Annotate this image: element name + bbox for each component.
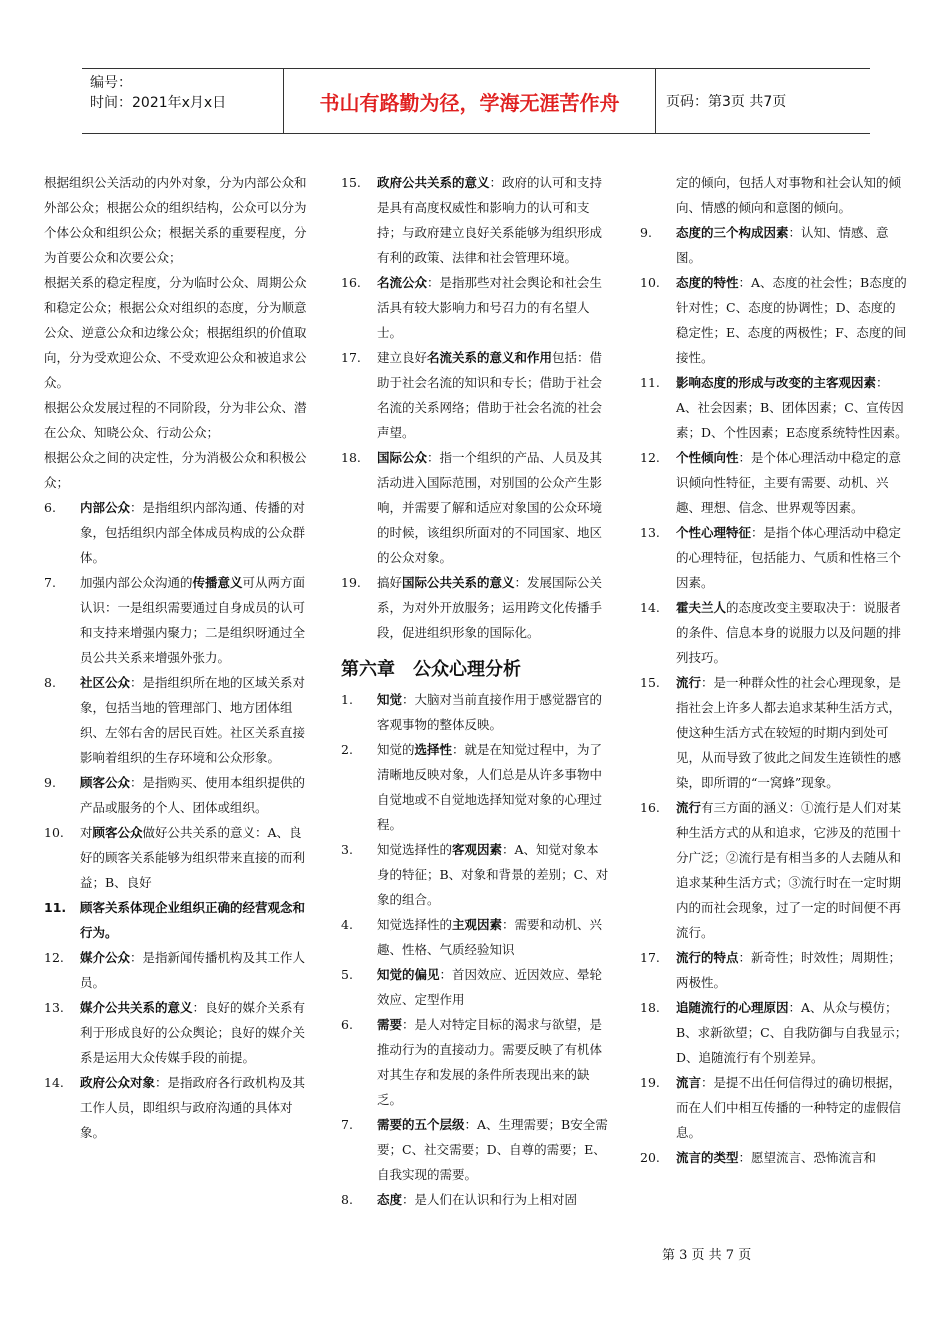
header-motto: 书山有路勤为径，学海无涯苦作舟 (284, 69, 656, 133)
item-text-body: ：是指政府各行政机构及其工作人员，即组织与政府沟通的具体对象。 (80, 1075, 306, 1140)
item-keyword: 媒介公众 (80, 950, 131, 965)
item-text-body: ：A、从众与模仿；B、求新欲望；C、自我防御与自我显示；D、追随流行有个别差异。 (676, 1000, 908, 1065)
item-text (377, 737, 609, 837)
item-number: 12. (44, 950, 64, 965)
list-item (44, 820, 312, 895)
item-number: 9. (44, 775, 56, 790)
item-keyword: 顾客公众 (92, 825, 143, 840)
item-number: 11. (44, 900, 67, 915)
item-text (676, 795, 908, 945)
list-item (44, 770, 312, 820)
item-number: 1. (341, 692, 353, 707)
item-text (377, 445, 609, 570)
list-item (640, 670, 908, 795)
item-text-body: ：是指组织所在地的区域关系对象，包括当地的管理部门、地方团体组织、左邻右舍的居民百姓。社区关系直接影响着组织的生存环境和公众形象。 (80, 675, 306, 765)
item-keyword: 流行 (676, 675, 702, 690)
header-meta (82, 69, 284, 133)
list-item (341, 570, 609, 645)
item-text (676, 995, 908, 1070)
item-text-body: ：是一种群众性的社会心理现象，是指社会上许多人都去追求某种生活方式，使这种生活方式在较短的时期内到处可见，从而导致了彼此之间发生连锁性的感染，即所谓的“一窝蜂”现象。 (676, 675, 902, 790)
item-keyword: 知觉的偏见 (377, 967, 440, 982)
item-number: 14. (44, 1075, 64, 1090)
item-number: 19. (341, 575, 361, 590)
item-number: 3. (341, 842, 353, 857)
item-text-body: ：是指购买、使用本组织提供的产品或服务的个人、团体或组织。 (80, 775, 306, 815)
item-text (80, 670, 312, 770)
item-text-body: ：需要和动机、兴趣、性格、气质经验知识 (377, 917, 603, 957)
item-keyword: 影响态度的形成与改变的主客观因素 (676, 375, 877, 390)
item-keyword: 政府公共关系的意义 (377, 175, 490, 190)
item-keyword: 流言的类型 (676, 1150, 739, 1165)
header-number: 编号： (90, 75, 132, 91)
item-keyword: 主观因素 (452, 917, 503, 932)
list-item (341, 1012, 609, 1112)
item-text (676, 1070, 908, 1145)
item-text-body: ：是指组织内部沟通、传播的对象，包括组织内部全体成员构成的公众群体。 (80, 500, 306, 565)
item-text (80, 1070, 312, 1145)
paragraph: 根据公众之间的决定性，分为消极公众和积极公众； (44, 450, 307, 490)
list-item (341, 912, 609, 962)
item-text-body: ：就是在知觉过程中，为了清晰地反映对象，人们总是从许多事物中自觉地或不自觉地选择知觉对象的心理过程。 (377, 742, 603, 832)
item-text-lead: 搞好 (377, 575, 403, 590)
item-keyword: 个性倾向性 (676, 450, 739, 465)
list-item (44, 895, 312, 945)
item-keyword: 客观因素 (452, 842, 503, 857)
item-keyword: 顾客关系体现企业组织正确的经营观念和行为。 (80, 900, 306, 940)
header-page: 页码：第3页 共7页 (666, 94, 787, 110)
item-keyword: 需要 (377, 1017, 403, 1032)
item-text (676, 945, 908, 995)
item-keyword: 态度的三个构成因素 (676, 225, 789, 240)
item-keyword: 霍夫兰人 (676, 600, 727, 615)
list-item (640, 795, 908, 945)
item-keyword: 传播意义 (192, 575, 243, 590)
list-item (640, 270, 908, 370)
list-item (341, 962, 609, 1012)
item-keyword: 社区公众 (80, 675, 131, 690)
item-text (377, 1187, 609, 1212)
item-text-body: ：是指个体心理活动中稳定的心理特征，包括能力、气质和性格三个因素。 (676, 525, 902, 590)
item-number: 15. (640, 675, 660, 690)
list-item (44, 995, 312, 1070)
item-number: 17. (640, 950, 660, 965)
item-number: 5. (341, 967, 353, 982)
page-footer: 第 3 页 共 7 页 (662, 1248, 752, 1263)
list-item (341, 737, 609, 837)
item-text-body: ：是指新闻传播机构及其工作人员。 (80, 950, 306, 990)
item-text-body: ：是人们在认识和行为上相对固 (402, 1192, 578, 1207)
numbered-list (341, 170, 609, 645)
item-text-body: ：是人对特定目标的渴求与欲望，是推动行为的直接动力。需要反映了有机体对其生存和发展的条件所表现出来的缺乏。 (377, 1017, 603, 1107)
item-number: 9. (640, 225, 652, 240)
item-text (377, 962, 609, 1012)
item-number: 14. (640, 600, 660, 615)
item-text-lead: 知觉的 (377, 742, 415, 757)
column-right (640, 170, 908, 1170)
item-text (80, 820, 312, 895)
item-number: 8. (44, 675, 56, 690)
item-text-body: ：A、态度的社会性；B态度的针对性；C、态度的协调性；D、态度的稳定性；E、态度的两极性；F、态度的间接性。 (676, 275, 907, 365)
item-text-body: ：是个体心理活动中稳定的意识倾向性特征，主要有需要、动机、兴趣、理想、信念、世界观等因素。 (676, 450, 902, 515)
item-text (80, 895, 312, 945)
item-keyword: 选择性 (414, 742, 453, 757)
list-item (640, 1070, 908, 1145)
item-text-lead: 知觉选择性的 (377, 917, 453, 932)
item-text-body: 有三方面的涵义：①流行是人们对某种生活方式的从和追求，它涉及的范围十分广泛；②流行是有相当多的人去随从和追求某种生活方式；③流行时在一定时期内的而社会现象，过了一定的时间便不再流行。 (676, 800, 902, 940)
chapter-heading: 第六章 公众心理分析 (341, 659, 521, 680)
item-keyword: 名流关系的意义和作用 (427, 350, 553, 365)
item-keyword: 知觉 (377, 692, 403, 707)
item-text-body: ：大脑对当前直接作用于感觉器官的客观事物的整体反映。 (377, 692, 603, 732)
item-number: 18. (341, 450, 361, 465)
item-number: 10. (640, 275, 660, 290)
item-number: 16. (341, 275, 361, 290)
item-text (377, 170, 609, 270)
item-text (377, 570, 609, 645)
list-item (341, 445, 609, 570)
item-keyword: 顾客公众 (80, 775, 131, 790)
item-number: 12. (640, 450, 660, 465)
item-text (80, 570, 312, 670)
column-left (44, 170, 312, 1145)
item-text (676, 1145, 908, 1170)
item-text (676, 520, 908, 595)
item-keyword: 国际公众 (377, 450, 428, 465)
item-text (676, 220, 908, 270)
item-text-lead: 加强内部公众沟通的 (80, 575, 193, 590)
item-number: 7. (44, 575, 56, 590)
item-keyword: 流行的特点 (676, 950, 739, 965)
item-number: 15. (341, 175, 361, 190)
item-number: 13. (44, 1000, 64, 1015)
list-item (640, 1145, 908, 1170)
item-text (377, 912, 609, 962)
list-item (341, 170, 609, 270)
item-text-body: ：是提不出任何信得过的确切根据，而在人们中相互传播的一种特定的虚假信息。 (676, 1075, 902, 1140)
list-item (44, 945, 312, 995)
paragraph: 根据公众发展过程的不同阶段，分为非公众、潜在公众、知晓公众、行动公众； (44, 400, 307, 440)
list-item (640, 520, 908, 595)
item-number: 17. (341, 350, 361, 365)
item-number: 7. (341, 1117, 353, 1132)
item-text-body: 可从两方面认识：一是组织需要通过自身成员的认可和支持来增强内聚力；二是组织呀通过全员公共关系来增强外张力。 (80, 575, 306, 665)
item-number: 2. (341, 742, 353, 757)
item-text-body: ：首因效应、近因效应、晕轮效应、定型作用 (377, 967, 603, 1007)
item-text-body: ：指一个组织的产品、人员及其活动进入国际范围，对别国的公众产生影响，并需要了解和适应对象国的公众环境的时候，该组织所面对的不同国家、地区的公众对象。 (377, 450, 603, 565)
item-keyword: 名流公众 (377, 275, 428, 290)
item-keyword: 需要的五个层级 (377, 1117, 465, 1132)
item-keyword: 媒介公共关系的意义 (80, 1000, 193, 1015)
item-text (80, 495, 312, 570)
item-keyword: 态度 (377, 1192, 403, 1207)
item-number: 4. (341, 917, 353, 932)
item-keyword: 国际公共关系的意义 (402, 575, 515, 590)
item-text (676, 595, 908, 670)
item-keyword: 内部公众 (80, 500, 131, 515)
item-text (80, 995, 312, 1070)
column-middle (341, 170, 609, 1212)
item-text (377, 270, 609, 345)
item-text-body: ：是指那些对社会舆论和社会生活具有较大影响力和号召力的有名望人士。 (377, 275, 603, 340)
item-number: 8. (341, 1192, 353, 1207)
list-item (341, 1112, 609, 1187)
list-item (44, 495, 312, 570)
item-keyword: 追随流行的心理原因 (676, 1000, 789, 1015)
list-item (44, 1070, 312, 1145)
item-keyword: 流言 (676, 1075, 702, 1090)
item-keyword: 态度的特性 (676, 275, 739, 290)
list-item (44, 670, 312, 770)
item-text-body: ：A、社会因素；B、团体因素；C、宣传因素；D、个性因素；E态度系统特性因素。 (676, 375, 908, 440)
item-text-body: 包括：借助于社会名流的知识和专长；借助于社会名流的关系网络；借助于社会名流的社会声望。 (377, 350, 603, 440)
item-text (377, 687, 609, 737)
item-number: 18. (640, 1000, 660, 1015)
item-text (676, 270, 908, 370)
list-item (341, 345, 609, 445)
page-header (82, 68, 870, 134)
item-text (676, 370, 908, 445)
item-text-lead: 知觉选择性的 (377, 842, 453, 857)
item-text-body: ：良好的媒介关系有利于形成良好的公众舆论；良好的媒介关系是运用大众传媒手段的前提。 (80, 1000, 306, 1065)
header-time: 时间：2021年x月x日 (90, 95, 227, 111)
item-text (377, 1012, 609, 1112)
item-number: 16. (640, 800, 660, 815)
list-item (640, 995, 908, 1070)
item-number: 13. (640, 525, 660, 540)
numbered-list (44, 495, 312, 1145)
item-text-lead: 对 (80, 825, 93, 840)
item-number: 19. (640, 1075, 660, 1090)
numbered-list (341, 687, 609, 1212)
continuation-text: 定的倾向，包括人对事物和社会认知的倾向、情感的倾向和意图的倾向。 (676, 175, 902, 215)
list-item (341, 1187, 609, 1212)
item-text (80, 770, 312, 820)
list-item (640, 370, 908, 445)
item-text-body: ：新奇性；时效性；周期性；两极性。 (676, 950, 902, 990)
list-item (44, 570, 312, 670)
item-text-body: ：认知、情感、意图。 (676, 225, 889, 265)
item-text-body: 的态度改变主要取决于：说服者的条件、信息本身的说服力以及问题的排列技巧。 (676, 600, 902, 665)
item-number: 11. (640, 375, 660, 390)
item-text (676, 445, 908, 520)
list-item (640, 595, 908, 670)
item-text (377, 345, 609, 445)
item-text-body: ：愿望流言、恐怖流言和 (738, 1150, 877, 1165)
item-text-body: ：发展国际公关系，为对外开放服务；运用跨文化传播手段，促进组织形象的国际化。 (377, 575, 603, 640)
item-number: 10. (44, 825, 64, 840)
item-number: 6. (341, 1017, 353, 1032)
list-item (640, 445, 908, 520)
item-text-body: ：A、生理需要；B安全需要；C、社交需要；D、自尊的需要；E、自我实现的需要。 (377, 1117, 608, 1182)
item-keyword: 个性心理特征 (676, 525, 752, 540)
item-text (377, 1112, 609, 1187)
numbered-list (640, 220, 908, 1170)
item-number: 20. (640, 1150, 660, 1165)
list-item-continuation (640, 170, 908, 220)
paragraph: 根据组织公关活动的内外对象，分为内部公众和外部公众；根据公众的组织结构，公众可以分为个体公众和组织公众；根据关系的重要程度，分为首要公众和次要公众； (44, 175, 307, 265)
list-item (341, 837, 609, 912)
list-item (341, 270, 609, 345)
item-keyword: 流行 (676, 800, 702, 815)
item-text (676, 670, 908, 795)
item-number: 6. (44, 500, 56, 515)
item-text-lead: 建立良好 (377, 350, 428, 365)
item-text (80, 945, 312, 995)
paragraph: 根据关系的稳定程度，分为临时公众、周期公众和稳定公众；根据公众对组织的态度，分为顺意公众、逆意公众和边缘公众；根据组织的价值取向，分为受欢迎公众、不受欢迎公众和被追求公众。 (44, 275, 307, 390)
list-item (640, 220, 908, 270)
item-text-body: ：A、知觉对象本身的特征；B、对象和背景的差别；C、对象的组合。 (377, 842, 609, 907)
item-text-body: ：政府的认可和支持是具有高度权威性和影响力的认可和支持；与政府建立良好关系能够为组织形成有利的政策、法律和社会管理环境。 (377, 175, 603, 265)
item-text-body: 做好公共关系的意义：A、良好的顾客关系能够为组织带来直接的而利益；B、良好 (80, 825, 306, 890)
item-text (377, 837, 609, 912)
list-item (640, 945, 908, 995)
item-keyword: 政府公众对象 (80, 1075, 156, 1090)
list-item (341, 687, 609, 737)
